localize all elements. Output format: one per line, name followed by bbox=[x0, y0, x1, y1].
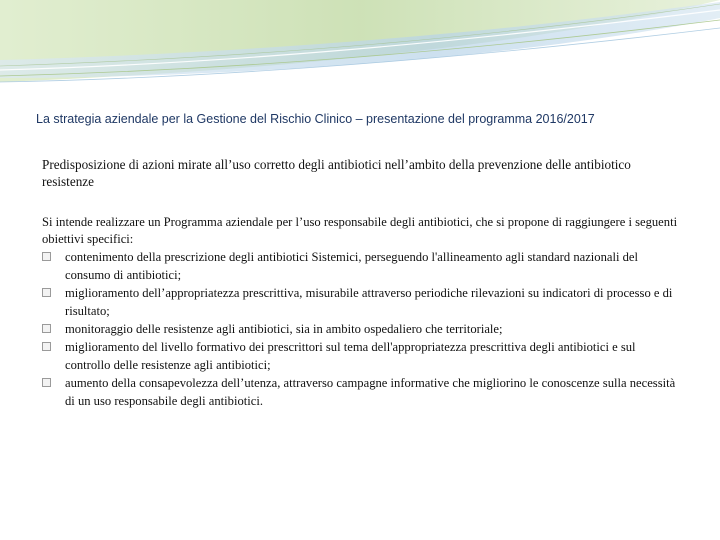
list-item-text: contenimento della prescrizione degli antibiotici Sistemici, perseguendo l'allineamento agli standard nazionali del consumo di antibiotici; bbox=[65, 250, 639, 282]
objectives-list bbox=[42, 248, 682, 410]
list-item bbox=[42, 248, 682, 284]
square-bullet-icon bbox=[42, 342, 51, 351]
list-item-text: miglioramento del livello formativo dei prescrittori sul tema dell'appropriatezza prescrittiva degli antibiotici e sul controllo delle resistenze agli antibiotici; bbox=[65, 340, 636, 372]
slide-title: La strategia aziendale per la Gestione del Rischio Clinico – presentazione del programma 2016/2017 bbox=[36, 112, 595, 126]
intro-paragraph: Si intende realizzare un Programma aziendale per l’uso responsabile degli antibiotici, che si propone di raggiungere i seguenti obiettivi specifici: bbox=[42, 215, 678, 246]
list-item bbox=[42, 284, 682, 320]
list-item-text: monitoraggio delle resistenze agli antibiotici, sia in ambito ospedaliero che territoriale; bbox=[65, 322, 503, 336]
square-bullet-icon bbox=[42, 378, 51, 387]
decorative-wave-banner bbox=[0, 0, 720, 100]
list-item-text: aumento della consapevolezza dell’utenza, attraverso campagne informative che migliorino le conoscenze sulla necessità di un uso responsabile degli antibiotici. bbox=[65, 376, 676, 408]
list-item-text: miglioramento dell’appropriatezza prescrittiva, misurabile attraverso periodiche rilevazioni su indicatori di processo e di risultato; bbox=[65, 286, 673, 318]
square-bullet-icon bbox=[42, 252, 51, 261]
square-bullet-icon bbox=[42, 324, 51, 333]
lead-paragraph: Predisposizione di azioni mirate all’uso corretto degli antibiotici nell’ambito della prevenzione delle antibiotico resistenze bbox=[42, 157, 631, 189]
list-item bbox=[42, 320, 682, 338]
square-bullet-icon bbox=[42, 288, 51, 297]
list-item bbox=[42, 338, 682, 374]
list-item bbox=[42, 374, 682, 410]
body-content bbox=[42, 156, 682, 410]
